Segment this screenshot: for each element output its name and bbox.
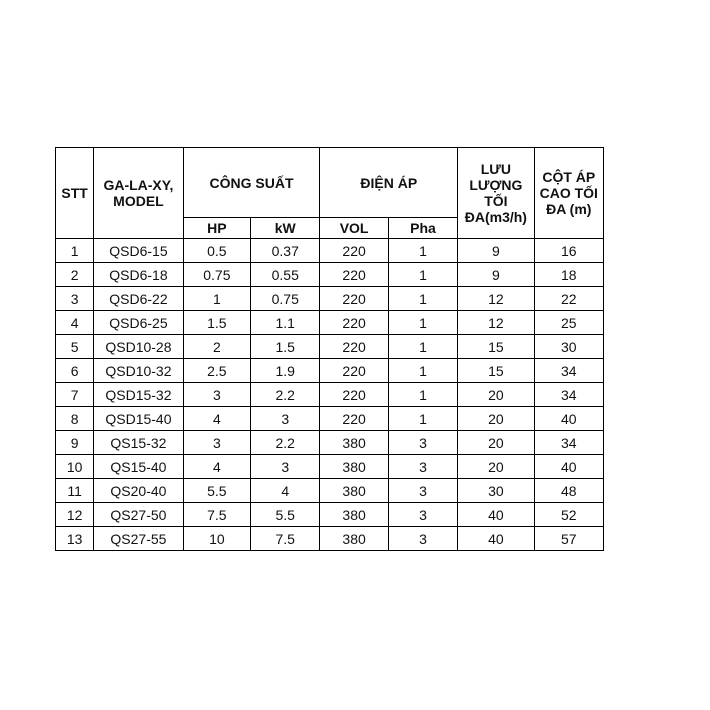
cell-pha: 1 [388,335,457,359]
cell-head: 25 [534,311,603,335]
cell-flow: 9 [458,239,534,263]
cell-kw: 3 [251,407,320,431]
header-kw: kW [251,218,320,239]
cell-flow: 9 [458,263,534,287]
cell-hp: 1 [183,287,250,311]
cell-head: 52 [534,503,603,527]
cell-pha: 3 [388,431,457,455]
cell-hp: 2.5 [183,359,250,383]
cell-model: QS20-40 [94,479,183,503]
cell-flow: 20 [458,455,534,479]
cell-flow: 20 [458,431,534,455]
cell-model: QSD15-32 [94,383,183,407]
header-stt-label: STT [61,185,88,201]
cell-head: 40 [534,455,603,479]
cell-flow: 30 [458,479,534,503]
cell-head: 18 [534,263,603,287]
header-voltage [320,148,458,218]
cell-kw: 1.9 [251,359,320,383]
cell-stt: 3 [56,287,94,311]
cell-vol: 220 [320,239,388,263]
table-body [56,239,604,551]
table-row [56,359,604,383]
cell-vol: 380 [320,527,388,551]
header-model [94,148,183,239]
cell-model: QSD6-25 [94,311,183,335]
cell-pha: 1 [388,359,457,383]
cell-hp: 0.5 [183,239,250,263]
cell-pha: 3 [388,479,457,503]
cell-head: 34 [534,359,603,383]
cell-head: 22 [534,287,603,311]
cell-kw: 1.5 [251,335,320,359]
table-row [56,407,604,431]
cell-flow: 15 [458,335,534,359]
table-row [56,503,604,527]
cell-pha: 3 [388,503,457,527]
header-flow [458,148,534,239]
header-model-line1: GA-LA-XY, [103,177,174,193]
cell-model: QS15-32 [94,431,183,455]
cell-vol: 220 [320,287,388,311]
cell-flow: 12 [458,311,534,335]
cell-flow: 20 [458,407,534,431]
table-header [56,148,604,239]
header-head [534,148,603,239]
cell-flow: 12 [458,287,534,311]
cell-model: QSD10-28 [94,335,183,359]
cell-pha: 3 [388,455,457,479]
cell-hp: 7.5 [183,503,250,527]
table-row [56,479,604,503]
cell-stt: 6 [56,359,94,383]
header-flow-line2: LƯỢNG [469,177,523,193]
cell-kw: 0.75 [251,287,320,311]
cell-vol: 220 [320,263,388,287]
cell-head: 34 [534,383,603,407]
header-power [183,148,320,218]
cell-hp: 5.5 [183,479,250,503]
header-stt [56,148,94,239]
cell-pha: 1 [388,383,457,407]
header-hp: HP [183,218,250,239]
cell-kw: 0.37 [251,239,320,263]
cell-vol: 220 [320,311,388,335]
header-model-line2: MODEL [113,193,164,209]
cell-vol: 220 [320,407,388,431]
cell-hp: 4 [183,455,250,479]
cell-model: QSD6-15 [94,239,183,263]
cell-model: QS27-50 [94,503,183,527]
cell-kw: 1.1 [251,311,320,335]
cell-stt: 12 [56,503,94,527]
header-head-line2: CAO TỐI [539,185,598,201]
cell-kw: 2.2 [251,431,320,455]
cell-head: 48 [534,479,603,503]
header-head-line3: ĐA (m) [546,201,592,217]
cell-hp: 1.5 [183,311,250,335]
cell-hp: 3 [183,383,250,407]
cell-pha: 1 [388,311,457,335]
cell-vol: 220 [320,359,388,383]
cell-head: 16 [534,239,603,263]
cell-stt: 11 [56,479,94,503]
cell-kw: 0.55 [251,263,320,287]
cell-vol: 380 [320,431,388,455]
cell-model: QSD10-32 [94,359,183,383]
cell-pha: 1 [388,287,457,311]
cell-vol: 220 [320,335,388,359]
header-flow-line4: ĐA(m3/h) [464,209,527,225]
cell-pha: 1 [388,263,457,287]
cell-model: QSD6-18 [94,263,183,287]
header-head-line1: CỘT ÁP [542,169,596,185]
cell-head: 34 [534,431,603,455]
header-flow-line1: LƯU [480,161,512,177]
cell-model: QSD15-40 [94,407,183,431]
cell-stt: 5 [56,335,94,359]
cell-kw: 7.5 [251,527,320,551]
cell-hp: 0.75 [183,263,250,287]
header-power-label: CÔNG SUẤT [209,174,294,191]
table-row [56,239,604,263]
cell-kw: 5.5 [251,503,320,527]
table-row [56,287,604,311]
cell-pha: 1 [388,239,457,263]
header-row-main [56,148,604,218]
cell-vol: 380 [320,503,388,527]
cell-hp: 2 [183,335,250,359]
header-voltage-label: ĐIỆN ÁP [360,174,418,191]
cell-stt: 9 [56,431,94,455]
cell-head: 30 [534,335,603,359]
cell-stt: 7 [56,383,94,407]
cell-stt: 4 [56,311,94,335]
cell-vol: 380 [320,455,388,479]
table-row [56,383,604,407]
cell-model: QS15-40 [94,455,183,479]
cell-flow: 15 [458,359,534,383]
header-pha: Pha [388,218,457,239]
cell-kw: 3 [251,455,320,479]
cell-stt: 8 [56,407,94,431]
table-row [56,431,604,455]
cell-head: 40 [534,407,603,431]
cell-flow: 20 [458,383,534,407]
cell-vol: 380 [320,479,388,503]
cell-model: QSD6-22 [94,287,183,311]
table-row [56,527,604,551]
cell-kw: 2.2 [251,383,320,407]
table-row [56,311,604,335]
table-row [56,263,604,287]
cell-model: QS27-55 [94,527,183,551]
table-row [56,335,604,359]
cell-flow: 40 [458,527,534,551]
cell-vol: 220 [320,383,388,407]
header-flow-line3: TỐI [484,193,508,209]
header-vol: VOL [320,218,388,239]
cell-pha: 3 [388,527,457,551]
cell-hp: 3 [183,431,250,455]
cell-pha: 1 [388,407,457,431]
cell-stt: 1 [56,239,94,263]
cell-stt: 13 [56,527,94,551]
cell-hp: 10 [183,527,250,551]
table-row [56,455,604,479]
cell-head: 57 [534,527,603,551]
cell-stt: 2 [56,263,94,287]
cell-kw: 4 [251,479,320,503]
pump-spec-table [55,147,604,551]
cell-stt: 10 [56,455,94,479]
cell-flow: 40 [458,503,534,527]
cell-hp: 4 [183,407,250,431]
